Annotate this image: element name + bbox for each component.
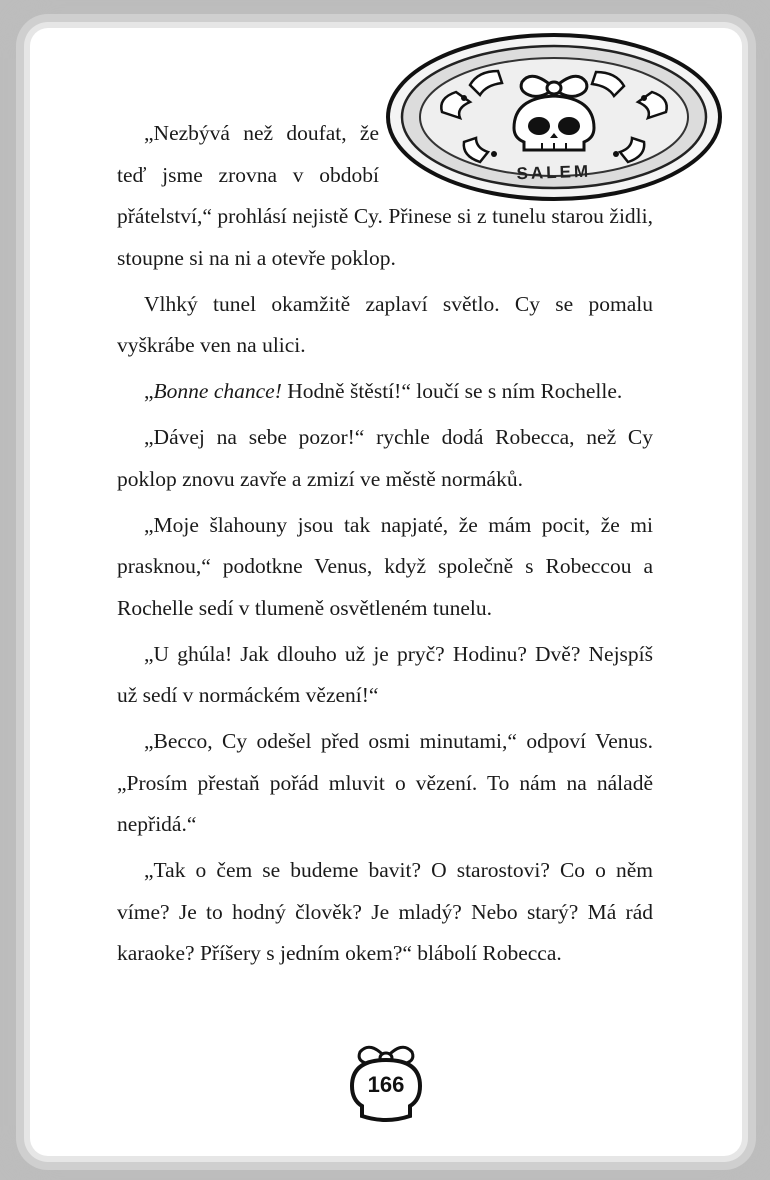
paragraph-2: Vlhký tunel okamžitě zaplaví světlo. Cy se pomalu vyškrábe ven na ulici. xyxy=(117,291,653,357)
paragraph-4: „Dávej na sebe pozor!“ rychle dodá Robecca, než Cy poklop znovu zavře a zmizí ve městě normáků. xyxy=(117,425,653,491)
paragraph-1: „Nezbývá než doufat, že teď jsme zrovna v období přátelství,“ prohlásí nejistě Cy. Přinese si z tunelu starou židli, stoupne si na ni a otevře poklop. xyxy=(117,121,653,270)
paragraph-3 xyxy=(117,371,653,413)
manhole-label: SALEM xyxy=(516,161,592,184)
paragraph-7: „Becco, Cy odešel před osmi minutami,“ odpoví Venus. „Prosím přestaň pořád mluvit o vězení. To nám na náladě nepřidá.“ xyxy=(117,729,653,836)
paragraph-8: „Tak o čem se budeme bavit? O starostovi? Co o něm víme? Je to hodný člověk? Je mladý? Nebo starý? Má rád karaoke? Příšery s jedním okem?“ blábolí Robecca. xyxy=(117,858,653,965)
quote-mark: „ xyxy=(144,379,154,403)
paragraph-5: „Moje šlahouny jsou tak napjaté, že mám pocit, že mi prasknou,“ podotkne Venus, když společně s Robeccou a Rochelle sedí v tlumeně osvětleném tunelu. xyxy=(117,512,653,620)
body-text xyxy=(117,113,653,979)
page-number: 166 xyxy=(367,1072,405,1097)
page-footer xyxy=(340,1028,432,1124)
italic-phrase: Bonne chance! xyxy=(153,379,282,403)
paragraph-6: „U ghúla! Jak dlouho už je pryč? Hodinu? Dvě? Nejspíš už sedí v normáckém vězení!“ xyxy=(117,641,653,707)
paragraph-3-rest: Hodně štěstí!“ loučí se s ním Rochelle. xyxy=(281,379,623,403)
illustration-wrap-space xyxy=(379,113,653,196)
